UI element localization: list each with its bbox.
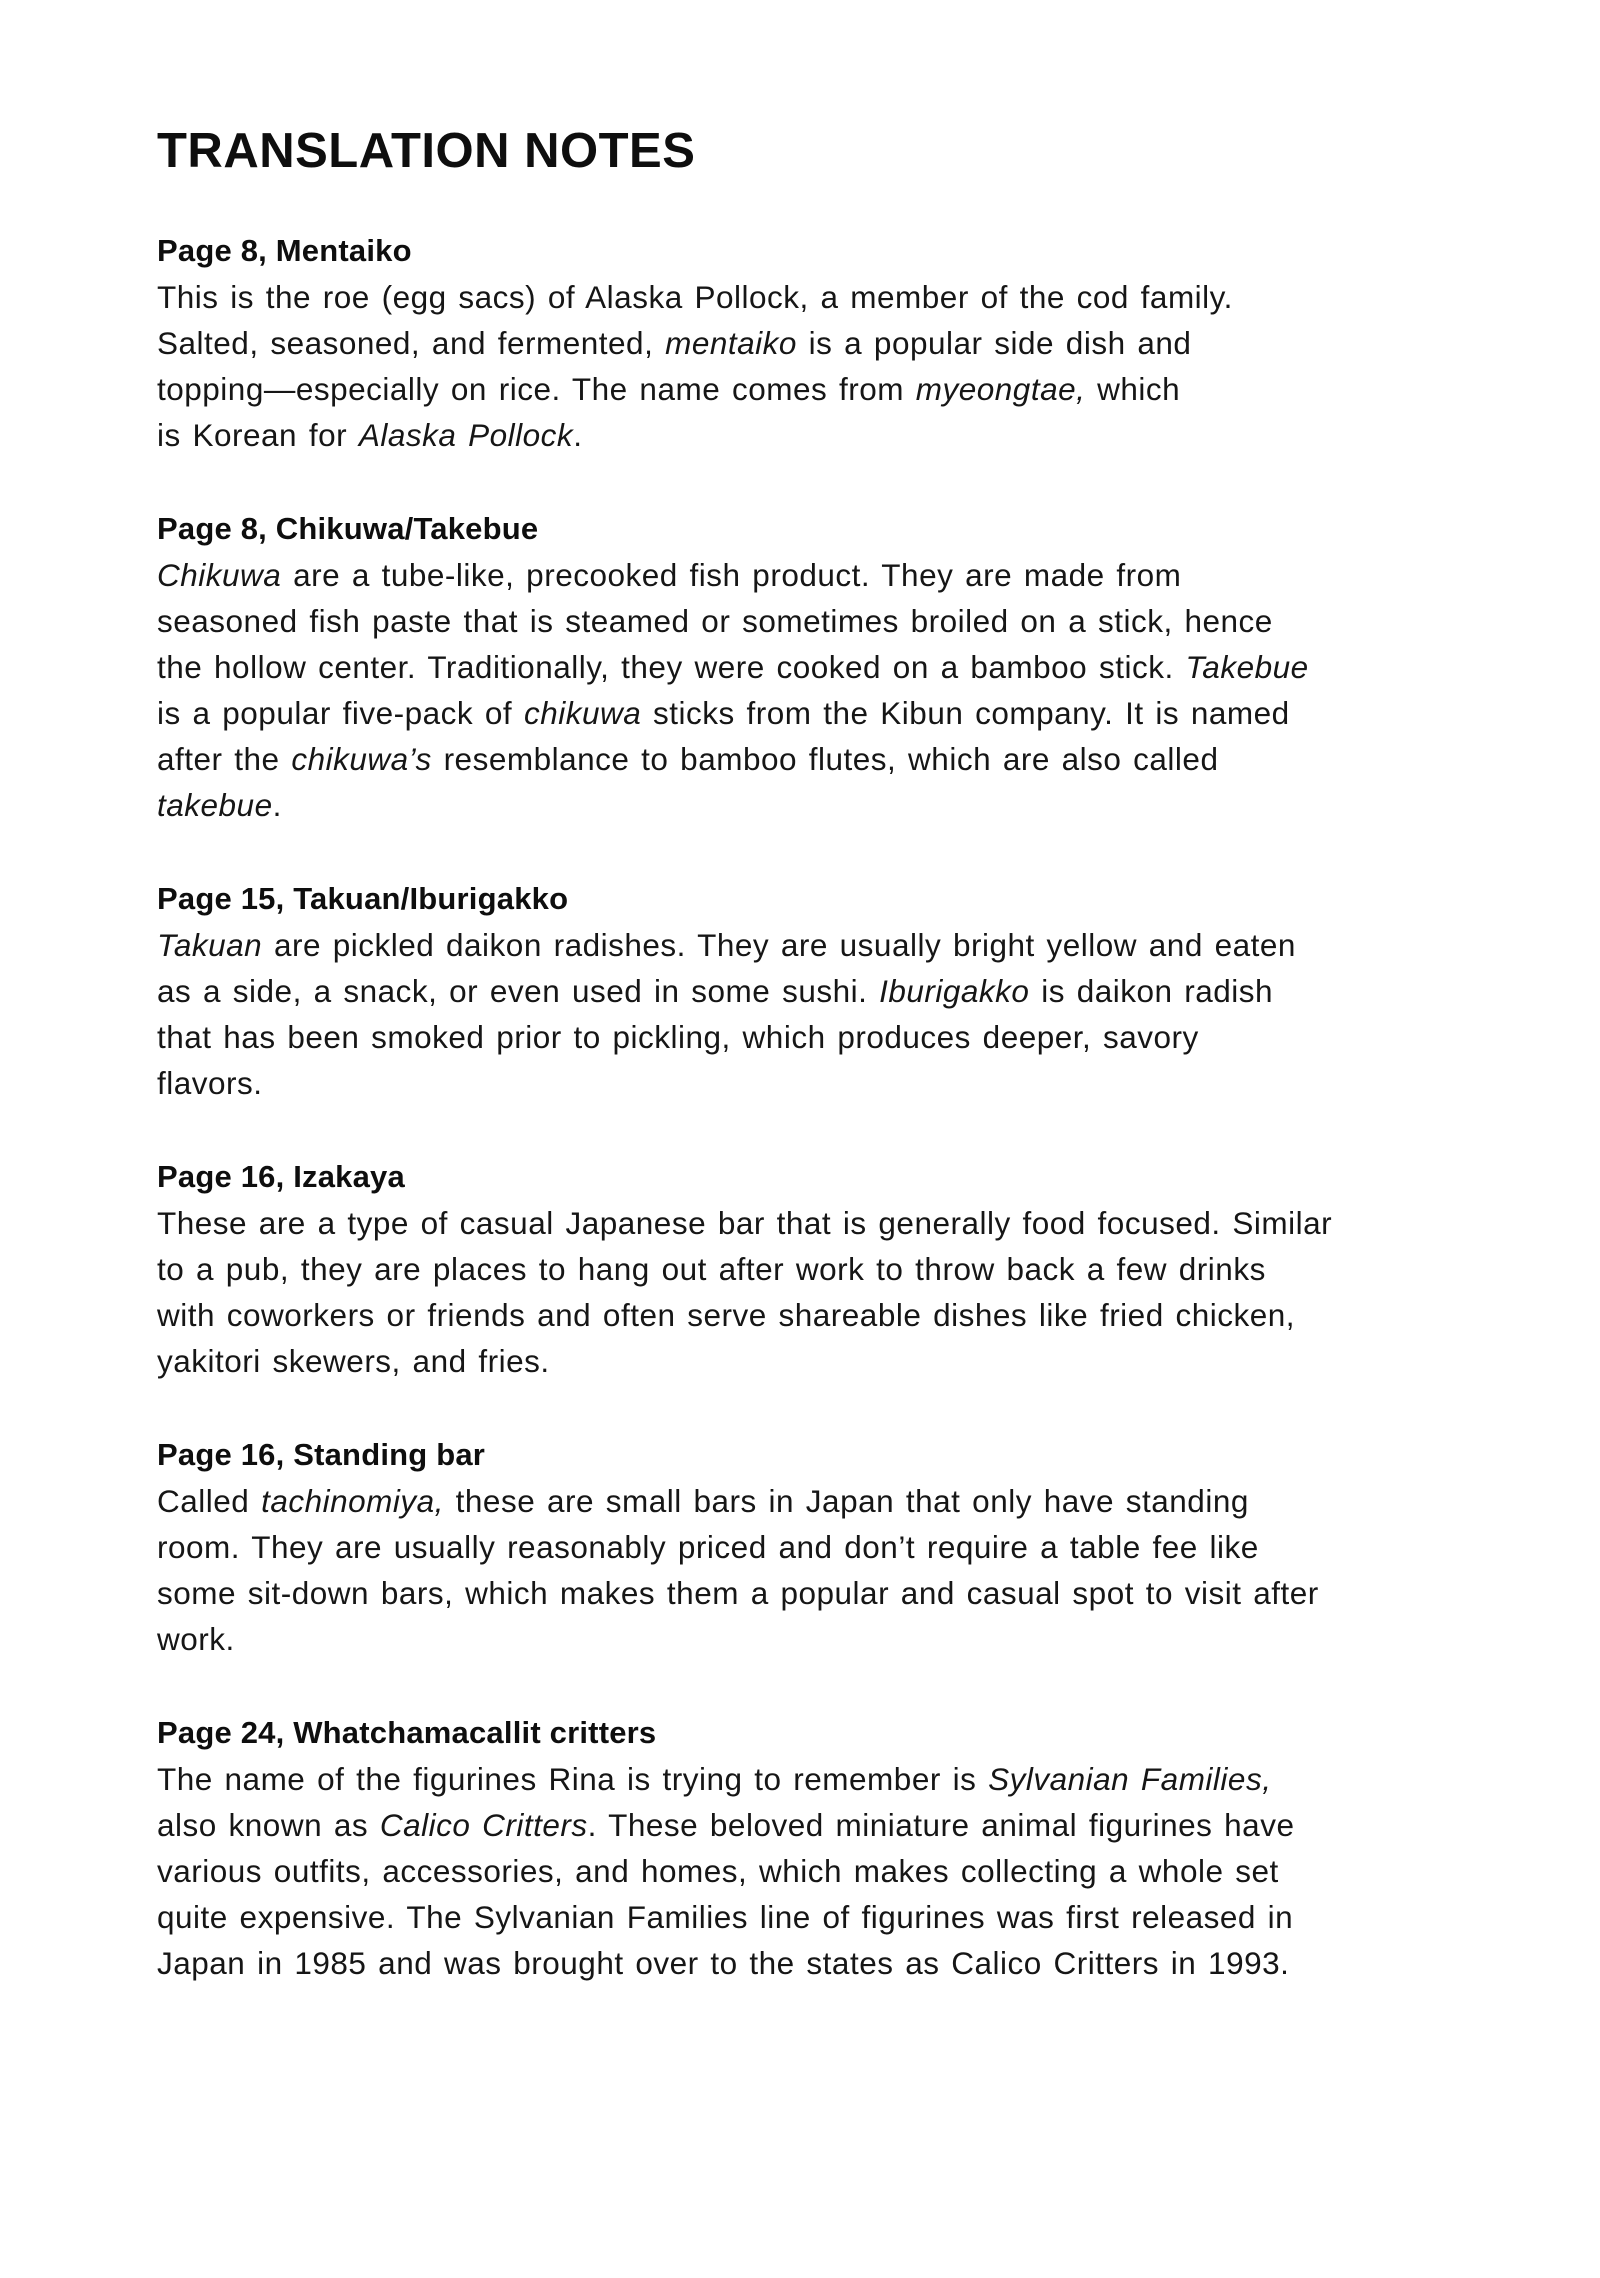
body-line — [157, 1246, 1527, 1292]
body-text: is a popular side dish and — [796, 325, 1192, 361]
body-line — [157, 690, 1527, 736]
body-line — [157, 1940, 1527, 1986]
body-text: with coworkers or friends and often serve shareable dishes like fried chicken, — [157, 1297, 1296, 1333]
body-line — [157, 644, 1527, 690]
body-line — [157, 1524, 1527, 1570]
body-line — [157, 552, 1527, 598]
body-text: Salted, seasoned, and fermented, — [157, 325, 666, 361]
note-section — [157, 1432, 1527, 1662]
body-text: Japan in 1985 and was brought over to the states as Calico Critters in 1993. — [157, 1945, 1290, 1981]
body-text: topping—especially on rice. The name comes from — [157, 371, 916, 407]
body-text: also known as — [157, 1807, 380, 1843]
body-text: after the — [157, 741, 292, 777]
body-line — [157, 1200, 1527, 1246]
sections-container — [157, 228, 1520, 1986]
body-line — [157, 274, 1527, 320]
body-text: is a popular five-pack of — [157, 695, 524, 731]
italic-term: chikuwa’s — [291, 741, 432, 777]
body-text: to a pub, they are places to hang out after work to throw back a few drinks — [157, 1251, 1266, 1287]
body-text: These are a type of casual Japanese bar that is generally food focused. Similar — [157, 1205, 1333, 1241]
body-line — [157, 1894, 1527, 1940]
body-text: are pickled daikon radishes. They are usually bright yellow and eaten — [262, 927, 1296, 963]
body-text: various outfits, accessories, and homes, which makes collecting a whole set — [157, 1853, 1279, 1889]
body-line — [157, 320, 1527, 366]
note-section — [157, 1154, 1527, 1384]
italic-term: tachinomiya, — [261, 1483, 444, 1519]
section-heading: Page 16, Standing bar — [157, 1437, 486, 1472]
section-body — [157, 922, 1527, 1106]
section-body — [157, 1200, 1527, 1384]
italic-term: mentaiko — [665, 325, 797, 361]
body-text: seasoned fish paste that is steamed or sometimes broiled on a stick, hence — [157, 603, 1273, 639]
body-text: Called — [157, 1483, 262, 1519]
italic-term: Takuan — [157, 927, 263, 963]
body-line — [157, 1570, 1527, 1616]
italic-term: Calico Critters — [379, 1807, 588, 1843]
italic-term: Chikuwa — [157, 557, 282, 593]
body-line — [157, 1292, 1527, 1338]
italic-term: myeongtae, — [915, 371, 1086, 407]
body-text: . — [272, 787, 282, 823]
section-heading: Page 8, Mentaiko — [157, 233, 412, 268]
section-body — [157, 1756, 1527, 1986]
body-line — [157, 1014, 1527, 1060]
italic-term: Sylvanian Families, — [988, 1761, 1272, 1797]
body-text: The name of the figurines Rina is trying to remember is — [157, 1761, 989, 1797]
body-line — [157, 968, 1527, 1014]
body-text: resemblance to bamboo flutes, which are also called — [431, 741, 1219, 777]
italic-term: Takebue — [1185, 649, 1309, 685]
body-text: is daikon radish — [1029, 973, 1274, 1009]
body-line — [157, 1756, 1527, 1802]
body-text: quite expensive. The Sylvanian Families line of figurines was first released in — [157, 1899, 1294, 1935]
body-line — [157, 782, 1527, 828]
section-body — [157, 552, 1527, 828]
body-text: room. They are usually reasonably priced and don’t require a table fee like — [157, 1529, 1259, 1565]
note-section — [157, 1710, 1527, 1986]
body-line — [157, 598, 1527, 644]
italic-term: chikuwa — [523, 695, 642, 731]
body-line — [157, 736, 1527, 782]
body-line — [157, 1616, 1527, 1662]
section-heading: Page 24, Whatchamacallit critters — [157, 1715, 657, 1750]
body-line — [157, 1478, 1527, 1524]
body-text: sticks from the Kibun company. It is named — [641, 695, 1290, 731]
body-line — [157, 922, 1527, 968]
section-body — [157, 274, 1527, 458]
body-line — [157, 1848, 1527, 1894]
body-text: which — [1085, 371, 1181, 407]
body-line — [157, 1338, 1527, 1384]
italic-term: Iburigakko — [879, 973, 1030, 1009]
body-text: This is the roe (egg sacs) of Alaska Pollock, a member of the cod family. — [157, 279, 1233, 315]
section-heading: Page 8, Chikuwa/Takebue — [157, 511, 539, 546]
body-text: these are small bars in Japan that only have standing — [443, 1483, 1249, 1519]
italic-term: Alaska Pollock — [358, 417, 574, 453]
section-heading: Page 16, Izakaya — [157, 1159, 405, 1194]
note-section — [157, 506, 1527, 828]
page-title: TRANSLATION NOTES — [157, 124, 696, 178]
note-section — [157, 228, 1527, 458]
body-text: the hollow center. Traditionally, they were cooked on a bamboo stick. — [157, 649, 1186, 685]
body-text: . These beloved miniature animal figurines have — [587, 1807, 1295, 1843]
body-text: flavors. — [157, 1065, 263, 1101]
italic-term: takebue — [157, 787, 273, 823]
body-text: . — [573, 417, 583, 453]
body-text: as a side, a snack, or even used in some sushi. — [157, 973, 880, 1009]
body-text: are a tube-like, precooked fish product. They are made from — [281, 557, 1182, 593]
section-body — [157, 1478, 1527, 1662]
body-text: that has been smoked prior to pickling, which produces deeper, savory — [157, 1019, 1199, 1055]
body-text: some sit-down bars, which makes them a popular and casual spot to visit after — [157, 1575, 1319, 1611]
body-text: is Korean for — [157, 417, 359, 453]
section-heading: Page 15, Takuan/Iburigakko — [157, 881, 569, 916]
body-line — [157, 1060, 1527, 1106]
body-text: work. — [157, 1621, 235, 1657]
body-line — [157, 366, 1527, 412]
body-text: yakitori skewers, and fries. — [157, 1343, 550, 1379]
body-line — [157, 412, 1527, 458]
body-line — [157, 1802, 1527, 1848]
note-section — [157, 876, 1527, 1106]
